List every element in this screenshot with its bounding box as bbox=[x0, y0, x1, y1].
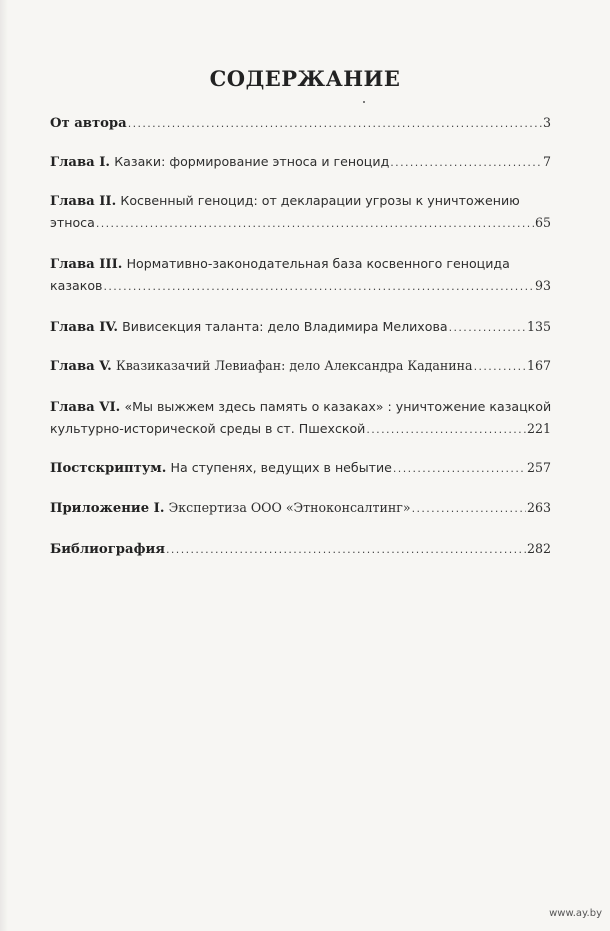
toc-entry-title-continued: казаков bbox=[50, 278, 103, 293]
dot-leader bbox=[393, 462, 526, 476]
toc-entry-title: Вивисекция таланта: дело Владимира Мелихова bbox=[122, 319, 448, 334]
toc-entry-label: Приложение I. bbox=[50, 501, 165, 516]
toc-page-number: 282 bbox=[526, 541, 551, 556]
toc-page-number: 3 bbox=[542, 115, 551, 130]
toc-entry-label: Глава III. bbox=[50, 257, 123, 272]
dot-leader bbox=[96, 217, 534, 231]
toc-page-number: 221 bbox=[526, 421, 551, 436]
toc-entry-title: «Мы выжжем здесь память о казаках» : уничтожение казацкой bbox=[124, 399, 552, 414]
toc-entry-label: От автора bbox=[50, 116, 127, 131]
toc-entry-title: Экспертиза ООО «Этноконсалтинг» bbox=[168, 500, 411, 515]
toc-entry-label: Глава II. bbox=[50, 194, 117, 209]
toc-entry-chapter-6 bbox=[50, 396, 551, 439]
toc-entry-chapter-4 bbox=[50, 316, 551, 338]
toc-entry-title-continued: этноса bbox=[50, 215, 95, 230]
toc-entry-chapter-3 bbox=[50, 253, 551, 296]
toc-page-number: 167 bbox=[526, 358, 551, 373]
toc-entry-appendix-1 bbox=[50, 497, 551, 519]
toc-page-number: 263 bbox=[526, 500, 551, 515]
toc-entry-chapter-1 bbox=[50, 151, 551, 173]
dot-leader bbox=[449, 321, 526, 335]
toc-page-number: 65 bbox=[534, 215, 551, 230]
toc-entry-title-continued: культурно-исторической среды в ст. Пшехской bbox=[50, 421, 366, 436]
toc-entry-title: Косвенный геноцид: от декларации угрозы к уничтожению bbox=[120, 193, 520, 208]
dot-leader bbox=[128, 117, 542, 131]
toc-entry-label: Глава VI. bbox=[50, 400, 121, 415]
page-title: СОДЕРЖАНИЕ bbox=[209, 66, 401, 91]
dot-leader bbox=[474, 360, 526, 374]
watermark: www.ay.by bbox=[549, 908, 602, 919]
print-speck bbox=[363, 101, 365, 103]
page-edge-shadow bbox=[0, 0, 8, 931]
toc-entry-postscript bbox=[50, 457, 551, 479]
dot-leader bbox=[366, 423, 526, 437]
toc-page-number: 135 bbox=[526, 319, 551, 334]
dot-leader bbox=[103, 280, 533, 294]
toc-entry-bibliography bbox=[50, 538, 551, 560]
toc-entry-chapter-2 bbox=[50, 190, 551, 233]
toc-entry-label: Глава I. bbox=[50, 155, 111, 170]
toc-entry-label: Глава IV. bbox=[50, 320, 118, 335]
toc-page-number: 257 bbox=[526, 460, 551, 475]
toc-entry-title: Казаки: формирование этноса и геноцид bbox=[114, 154, 390, 169]
toc-entry-label: Библиография bbox=[50, 542, 165, 557]
dot-leader bbox=[412, 502, 526, 516]
toc-page-number: 93 bbox=[534, 278, 551, 293]
toc-entry-label: Глава V. bbox=[50, 359, 112, 374]
toc-entry-chapter-5 bbox=[50, 355, 551, 377]
toc-entry-title: Нормативно-законодательная база косвенного геноцида bbox=[126, 256, 510, 271]
toc-page-number: 7 bbox=[542, 154, 551, 169]
toc-entry-label: Постскриптум. bbox=[50, 461, 167, 476]
dot-leader bbox=[390, 156, 542, 170]
toc-entry-preface bbox=[50, 112, 551, 134]
toc-entry-title: На ступенях, ведущих в небытие bbox=[170, 460, 392, 475]
toc-entry-title: Квазиказачий Левиафан: дело Александра Каданина bbox=[115, 358, 473, 373]
dot-leader bbox=[166, 543, 526, 557]
